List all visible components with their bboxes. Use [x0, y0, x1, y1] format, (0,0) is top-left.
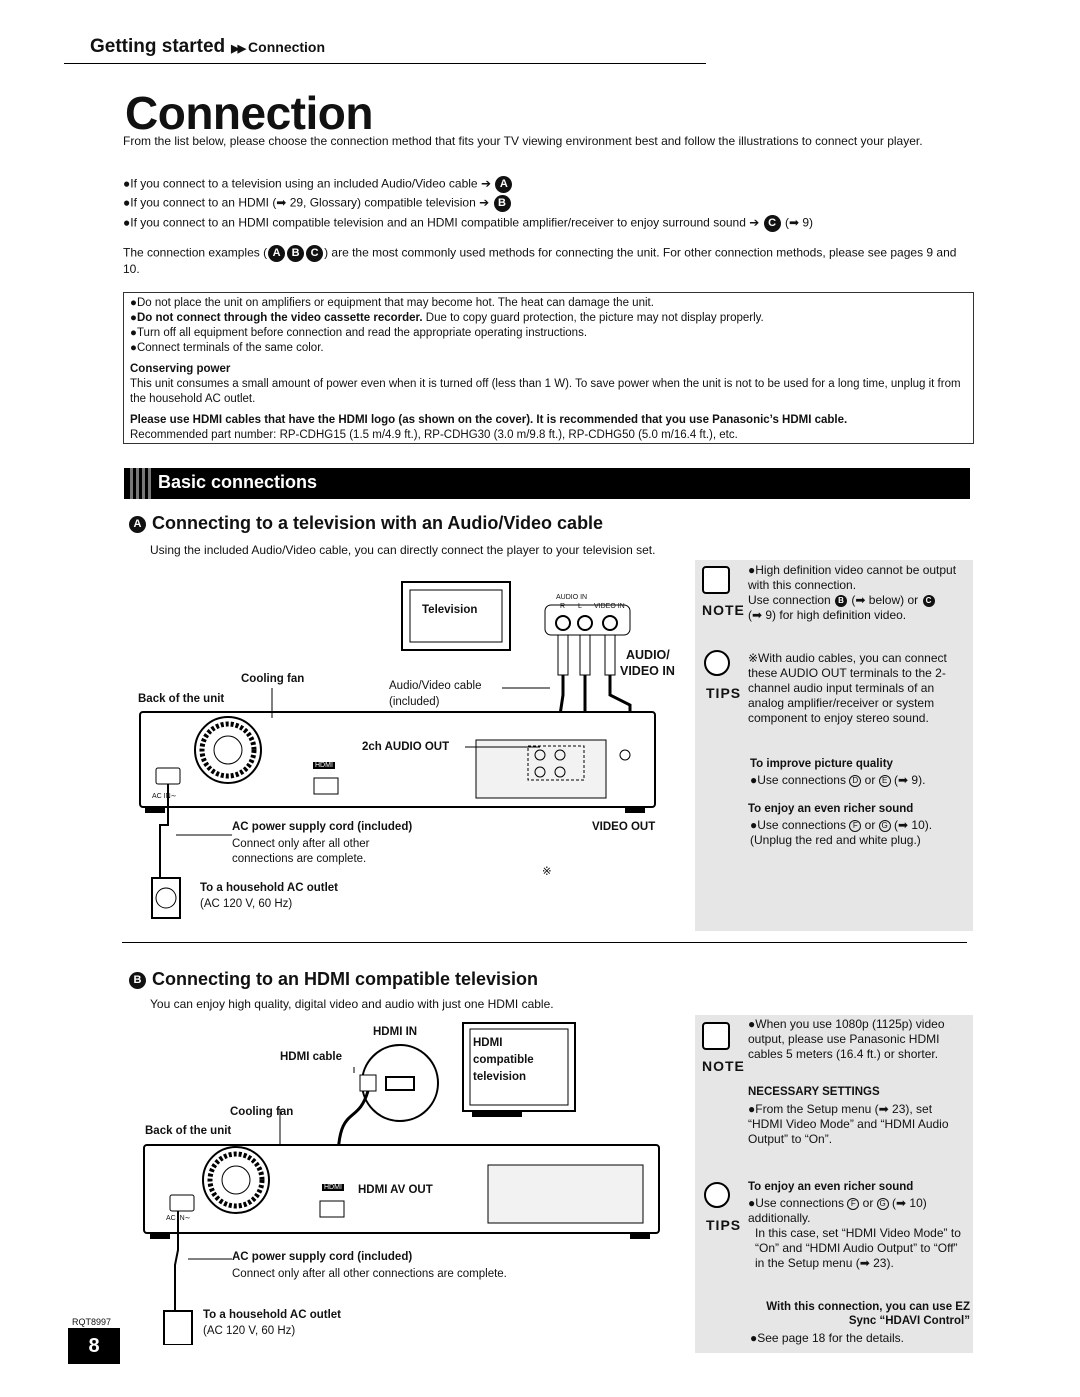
r-label: R [560, 603, 566, 610]
note-text-2: Use connection [748, 593, 831, 607]
badge-c: C [306, 245, 323, 262]
picture-quality-text [750, 773, 925, 788]
back-of-unit-label: Back of the unit [138, 693, 225, 705]
badge-g: G [879, 820, 891, 832]
note-text: ●When you use 1080p (1125p) video output, please use Panasonic HDMI cables 5 meters (16.4 ft.) or shorter. [748, 1017, 945, 1061]
pq-text-3: (➡ 9). [894, 773, 926, 787]
badge-c: C [764, 215, 781, 232]
badge-a: A [129, 516, 146, 533]
tv-screen [410, 590, 502, 642]
basic-connections-title: Basic connections [158, 472, 318, 492]
badge-a: A [268, 245, 285, 262]
double-arrow-icon: ▶▶ [231, 43, 245, 55]
badge-b: B [287, 245, 304, 262]
section-b-desc: You can enjoy high quality, digital video and audio with just one HDMI cable. [150, 997, 554, 1011]
rich-text-2: or [862, 1196, 874, 1210]
rich-text-1: ●Use connections [748, 1196, 844, 1210]
hdmi-logo: HDMI [324, 1184, 342, 1191]
red-plug [558, 635, 568, 675]
rich-text-2: or [864, 818, 876, 832]
option-c [123, 215, 813, 232]
cooling-fan-label: Cooling fan [230, 1106, 294, 1118]
fan-hub [222, 1166, 250, 1194]
unit-foot [145, 807, 165, 813]
note-text-3: (➡ below) or [851, 593, 919, 607]
fan-hub [214, 736, 242, 764]
ac-spec-label: (AC 120 V, 60 Hz) [200, 898, 293, 910]
option-c-ref: (➡ 9) [784, 215, 814, 230]
back-of-unit-label: Back of the unit [145, 1125, 232, 1137]
section-a-heading [128, 513, 603, 534]
tips-label: TIPS [706, 685, 742, 701]
hdmi-av-out-label: HDMI AV OUT [358, 1184, 433, 1196]
hdmi-logo: HDMI [315, 762, 333, 769]
conserving-power-title: Conserving power [130, 363, 231, 375]
television-label: Television [422, 604, 478, 616]
richer-sound-text [748, 1196, 970, 1271]
tv-outline [402, 582, 510, 650]
audio-video-in-label: VIDEO IN [620, 664, 675, 678]
rich-text-3: (➡ 10) additionally. [748, 1196, 927, 1225]
unit-foot [625, 807, 645, 813]
page-number: 8 [68, 1328, 120, 1364]
option-a-text: ●If you connect to a television using an included Audio/Video cable ➔ [123, 176, 491, 191]
unit-foot [150, 1233, 170, 1239]
ac-inlet [156, 768, 180, 784]
running-header [90, 36, 325, 58]
hdmi-plug-top [360, 1075, 376, 1091]
badge-d: D [849, 775, 861, 787]
note-label: NOTE [702, 602, 745, 618]
connect-only-label: Connect only after all other connections are complete. [232, 1268, 507, 1280]
ac-inlet [170, 1195, 194, 1211]
tv-label-1: HDMI [473, 1037, 503, 1049]
l-label: L [578, 603, 582, 610]
badge-b: B [129, 972, 146, 989]
hdmi-cable-notice: Please use HDMI cables that have the HDMI logo (as shown on the cover). It is recommended that you use Panasonic’s HDMI cable. [130, 414, 848, 426]
option-c-text: ●If you connect to an HDMI compatible television and an HDMI compatible amplifier/receiver to enjoy surround sound ➔ [123, 215, 760, 230]
ac-in-label: AC IN∼ [152, 793, 177, 800]
ac-cord-label: AC power supply cord (included) [232, 1251, 413, 1263]
household-label: To a household AC outlet [203, 1309, 341, 1321]
section-a-title: Connecting to a television with an Audio/Video cable [152, 513, 604, 533]
note-text-1: ●High definition video cannot be output with this connection. [748, 563, 957, 592]
video-in-small-label: VIDEO IN [594, 603, 625, 610]
household-label: To a household AC outlet [200, 882, 338, 894]
badge-g: G [877, 1198, 889, 1210]
section-b-title: Connecting to an HDMI compatible television [152, 969, 539, 989]
caution-rest: Due to copy guard protection, the picture may not display properly. [422, 312, 764, 324]
header-subsection: Connection [248, 39, 326, 55]
tips-label: TIPS [706, 1217, 742, 1233]
white-plug [580, 635, 590, 675]
stripes-decoration [130, 468, 154, 499]
necessary-settings-title: NECESSARY SETTINGS [748, 1086, 880, 1098]
tv-label-3: television [473, 1071, 527, 1083]
caution-item [130, 311, 967, 326]
audio-out-label: 2ch AUDIO OUT [362, 741, 450, 753]
hdmi-in-port [386, 1077, 414, 1090]
header-rule [64, 63, 706, 64]
hdmi-cable-label: HDMI cable [280, 1051, 342, 1063]
intro-text: From the list below, please choose the connection method that fits your TV viewing environment best and follow the illustrations to connect your player. [123, 134, 923, 148]
badge-c: C [923, 595, 935, 607]
terminal-panel [488, 1165, 643, 1223]
badge-b: B [494, 195, 511, 212]
basic-connections-banner [124, 468, 970, 499]
examples-text [123, 245, 973, 277]
caution-bold: ●Do not connect through the video cassette recorder. [130, 312, 423, 324]
necessary-settings-text: ●From the Setup menu (➡ 23), set “HDMI Video Mode” and “HDMI Audio Output” to “On”. [748, 1102, 949, 1146]
audio-in-label: AUDIO IN [556, 594, 588, 601]
ac-in-label: AC IN∼ [166, 1215, 191, 1222]
ez-sync-text: ●See page 18 for the details. [750, 1331, 905, 1345]
pq-text-2: or [864, 773, 876, 787]
tv-stand [472, 1111, 522, 1117]
examples-after: ) are the most commonly used methods for connecting the unit. For other connection methods, please see pages 9 and 10. [123, 245, 957, 276]
rich-text-1: ●Use connections [750, 818, 846, 832]
terminal-panel [476, 740, 606, 798]
badge-a: A [495, 176, 512, 193]
richer-sound-text [750, 818, 965, 848]
connect-only-label: Connect only after all other connections are complete. [232, 838, 370, 865]
option-b-text: ●If you connect to an HDMI (➡ 29, Glossary) compatible television ➔ [123, 195, 490, 210]
examples-before: The connection examples ( [123, 245, 268, 260]
option-b [123, 195, 512, 212]
rich-text-4: In this case, set “HDMI Video Mode” to “On” and “HDMI Audio Output” to “Off” in the Setup menu (➡ 23). [755, 1226, 961, 1270]
unit-foot [630, 1233, 650, 1239]
note-icon [702, 566, 730, 594]
badge-f: F [849, 820, 861, 832]
audio-video-in-label: AUDIO/ [626, 648, 670, 662]
option-a [123, 176, 513, 193]
pq-text-1: ●Use connections [750, 773, 846, 787]
rich-text-3: (➡ 10). [894, 818, 933, 832]
tv-label-2: compatible [473, 1054, 534, 1066]
ac-cord-label: AC power supply cord (included) [232, 821, 413, 833]
note-text-4: (➡ 9) for high definition video. [748, 608, 907, 622]
av-cable-label: Audio/Video cable [389, 680, 482, 692]
caution-item: ●Do not place the unit on amplifiers or equipment that may become hot. The heat can damage the unit. [130, 297, 654, 309]
document-code: RQT8997 [72, 1317, 112, 1327]
bulb-icon [704, 650, 730, 676]
badge-e: E [879, 775, 891, 787]
yellow-plug [605, 635, 615, 675]
asterisk-mark: ※ [542, 866, 552, 878]
part-number-text: Recommended part number: RP-CDHG15 (1.5 m/4.9 ft.), RP-CDHG30 (3.0 m/9.8 ft.), RP-CDHG50 (5.0 m/16.4 ft.), etc. [130, 429, 738, 441]
tips-text: ※With audio cables, you can connect these AUDIO OUT terminals to the 2-channel audio input terminals of an analog amplifier/receiver or system component to enjoy stereo sound. [748, 651, 947, 725]
badge-b: B [835, 595, 847, 607]
caution-item: ●Connect terminals of the same color. [130, 342, 324, 354]
richer-sound-title: To enjoy an even richer sound [748, 1181, 914, 1193]
ez-sync-title: With this connection, you can use EZ Sync “HDAVI Control” [766, 1301, 970, 1327]
rich-text-4: (Unplug the red and white plug.) [750, 833, 921, 847]
conserving-power-text: This unit consumes a small amount of power even when it is turned off (less than 1 W). To save power when the unit is not to be used for a long time, unplug it from the household AC outlet. [130, 378, 961, 405]
note-label: NOTE [702, 1058, 745, 1074]
note-text [748, 563, 968, 623]
section-divider [122, 942, 967, 943]
hdmi-av-out-port [320, 1201, 344, 1217]
section-b-heading [128, 969, 538, 990]
section-b-diagram [120, 1015, 700, 1345]
outlet-graphic [164, 1311, 192, 1345]
bulb-icon [704, 1182, 730, 1208]
hdmi-port [314, 778, 338, 794]
badge-f: F [847, 1198, 859, 1210]
ac-spec-label: (AC 120 V, 60 Hz) [203, 1325, 296, 1337]
caution-box [123, 292, 974, 444]
cooling-fan-label: Cooling fan [241, 673, 305, 685]
hdmi-in-label: HDMI IN [373, 1026, 418, 1038]
header-section: Getting started [90, 36, 226, 57]
page-title: Connection [125, 87, 373, 139]
av-cable-included-label: (included) [389, 696, 440, 708]
richer-sound-title: To enjoy an even richer sound [748, 803, 914, 815]
picture-quality-title: To improve picture quality [750, 758, 893, 770]
note-icon [702, 1022, 730, 1050]
caution-item: ●Turn off all equipment before connection and read the appropriate operating instructions. [130, 327, 588, 339]
video-out-label: VIDEO OUT [592, 821, 656, 833]
section-a-desc: Using the included Audio/Video cable, you can directly connect the player to your television set. [150, 543, 656, 557]
